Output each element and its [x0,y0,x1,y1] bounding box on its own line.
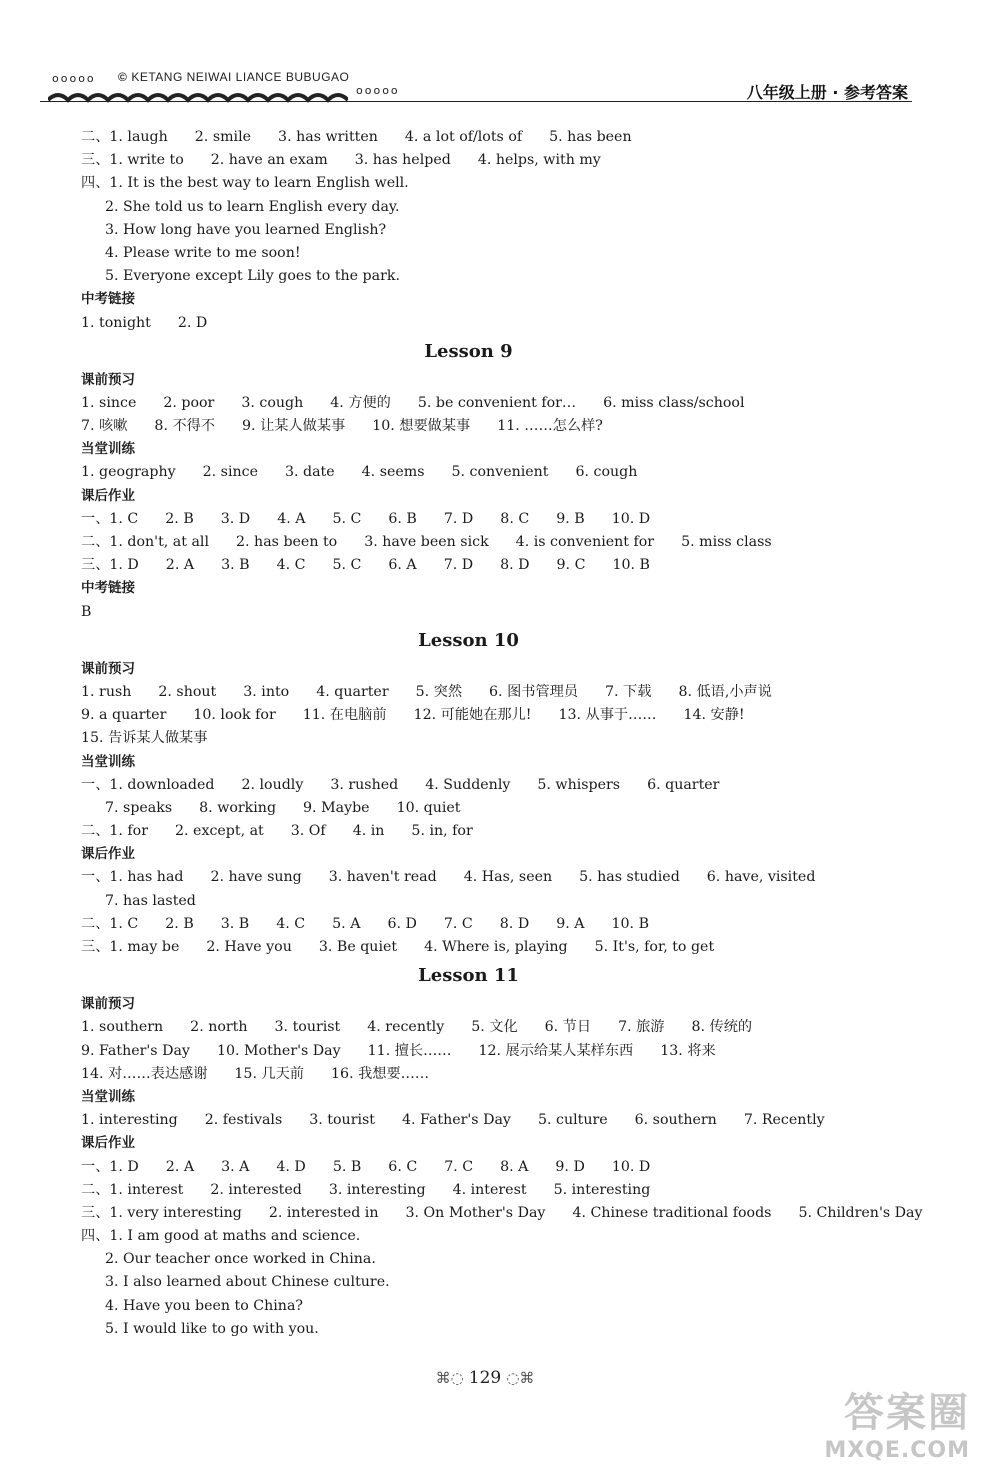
answer-item: 7. D [443,557,474,574]
section-heading [81,369,911,392]
answer-item: 2. A [165,557,195,574]
answer-item: 1. geography [81,464,176,481]
answer-item: 6. A [388,557,417,574]
answer-line [81,601,911,624]
footer-ornament-left-icon: ⌘◌ [435,1369,464,1387]
answer-item: 2. since [202,464,258,481]
section-heading [81,577,911,600]
answer-item: 8. C [500,510,530,527]
answer-item: 11. 擅长…… [367,1042,452,1059]
answer-item: 1. rush [81,683,132,700]
answer-item: 中考链接 [81,580,135,597]
answer-item: 4. C [276,915,306,932]
answer-item: 2. interested in [268,1204,379,1221]
answer-item: 课后作业 [81,1135,135,1152]
answer-item: 9. D [555,1158,585,1175]
answer-item: 9. A [556,915,585,932]
answer-item: 2. B [165,915,194,932]
answer-line [81,1318,911,1341]
answer-item: 3. Of [290,823,326,840]
lesson-heading [81,335,883,369]
answer-item: 3. interesting [328,1181,426,1198]
answer-line [81,1225,911,1248]
answer-item: 6. miss class/school [603,394,745,411]
answer-item: 2. have an exam [210,152,328,169]
answer-item: 3. On Mother's Day [405,1204,546,1221]
answer-item: Lesson 9 [424,340,513,362]
answer-item: 3. A [221,1158,250,1175]
answer-item: 课前预习 [81,371,135,388]
answer-item: 14. 安静! [683,707,745,724]
answer-item: 9. C [556,557,586,574]
answer-item: 三、1. may be [81,939,180,955]
answer-line [81,196,911,219]
answer-item: 2. She told us to learn English every day. [105,198,400,215]
answer-item: 7. has lasted [105,892,196,909]
answer-item: 2. B [165,510,194,527]
answer-item: 2. loudly [241,776,304,793]
brand-text: KETANG NEIWAI LIANCE BUBUGAO [131,70,350,84]
answer-item: 中考链接 [81,291,135,308]
answer-item: 6. B [388,510,417,527]
lesson-heading [81,624,883,658]
answer-item: 10. look for [193,707,276,724]
answer-item: 14. 对……表达感谢 [81,1065,208,1082]
page-header [0,0,1000,110]
answer-item: Lesson 10 [418,629,519,651]
answer-line [81,172,911,195]
answer-item: 15. 几天前 [234,1065,305,1082]
answer-line [81,774,911,797]
answer-line [81,1016,911,1039]
answer-item: B [81,603,92,620]
answer-item: 1. tonight [81,314,151,331]
answer-item: 10. B [611,915,649,932]
section-heading [81,485,911,508]
answer-item: 3. B [221,557,250,574]
answer-item: 10. 想要做某事 [372,418,471,435]
answer-item: 当堂训练 [81,753,135,770]
answer-item: 5. has been [549,129,632,145]
answer-item: 5. has studied [579,869,680,886]
answer-item: 2. poor [163,394,215,411]
answer-item: 6. D [387,915,417,932]
answer-item: 四、1. I am good at maths and science. [81,1228,361,1245]
answer-item: 4. seems [361,464,425,481]
answer-item: 课后作业 [81,487,135,504]
watermark-logo: 答案圈 [844,1390,970,1436]
answer-item: 3. rushed [330,776,399,793]
answer-line [81,890,911,913]
answer-item: 5. Children's Day [798,1204,923,1221]
answer-item: 7. C [444,1158,474,1175]
section-heading [81,1086,911,1109]
answer-item: 二、1. interest [81,1181,184,1198]
answer-item: 2. D [177,314,208,331]
answer-item: 4. helps, with my [477,152,601,169]
answer-item: 2. Our teacher once worked in China. [105,1251,376,1268]
answer-line [81,1248,911,1271]
page-number: 129 [468,1368,502,1388]
answer-item: 8. 不得不 [154,418,216,435]
answer-line [81,219,911,242]
answer-item: 3. I also learned about Chinese culture. [105,1274,390,1291]
answer-item: 一、1. downloaded [81,776,215,793]
answer-item: 5. I would like to go with you. [105,1320,319,1337]
answer-item: 8. A [500,1158,529,1175]
answer-line [81,1109,911,1132]
answer-item: 6. have, visited [706,869,816,886]
answer-item: 2. except, at [175,823,264,840]
lesson-heading [81,959,883,993]
answer-item: 4. Chinese traditional foods [572,1204,772,1221]
answer-line [81,704,911,727]
answer-item: 9. B [556,510,585,527]
answer-item: 2. have sung [210,869,302,886]
answer-item: 5. 文化 [471,1019,518,1036]
answer-item: 10. B [612,557,650,574]
answer-item: 8. working [199,799,277,816]
answer-item: 5. be convenient for… [417,394,577,411]
answer-line [81,554,911,577]
answer-item: 3. B [220,915,250,932]
answer-item: 8. 低语,小声说 [678,683,772,700]
answer-line [81,1063,911,1086]
answer-item: 4. Have you been to China? [105,1297,304,1314]
answer-item: 当堂训练 [81,1088,135,1105]
answer-item: 10. D [611,510,651,527]
answer-item: 6. 图书管理员 [489,683,579,700]
answer-item: 二、1. C [81,915,139,932]
answer-item: 一、1. C [81,510,139,527]
answer-item: 3. have been sick [364,534,489,550]
answer-item: 2. smile [194,129,252,145]
answer-item: 4. Please write to me soon! [105,244,301,261]
answer-item: 8. 传统的 [691,1019,753,1036]
answer-item: 3. date [284,464,335,481]
answer-item: 5. convenient [451,464,549,481]
answer-line [81,392,911,415]
answer-item: 5. in, for [411,823,473,840]
answer-item: 四、1. It is the best way to learn English well. [81,175,409,192]
answer-item: 二、1. laugh [81,129,168,145]
answer-item: 一、1. has had [81,869,184,886]
section-heading [81,751,911,774]
answer-item: 二、1. for [81,823,148,840]
answer-item: 2. Have you [206,939,292,955]
section-heading [81,993,911,1016]
answer-line [81,1271,911,1294]
section-heading [81,843,911,866]
answer-item: Lesson 11 [418,965,519,987]
answer-item: 6. C [388,1158,418,1175]
answer-item: 11. ……怎么样? [497,418,603,435]
answer-item: 课后作业 [81,846,135,863]
section-heading [81,288,911,311]
answer-item: 8. D [499,915,530,932]
answer-line [81,1202,923,1225]
answer-item: 9. Father's Day [81,1042,190,1059]
answer-item: 7. speaks [105,799,173,816]
answer-item: 4. Has, seen [463,869,553,886]
answer-item: 4. A [277,510,306,527]
answer-item: 4. Where is, playing [424,939,568,955]
header-brand [118,70,349,84]
footer-ornament-right-icon: ◌⌘ [506,1369,535,1387]
answer-line [81,312,911,335]
answer-item: 3. How long have you learned English? [105,221,387,238]
answer-content [81,126,923,1341]
answer-item: 5. It's, for, to get [594,939,715,955]
answer-item: 4. a lot of/lots of [404,129,523,145]
answer-item: 5. B [332,1158,362,1175]
answer-line [81,242,911,265]
answer-line [81,797,911,820]
answer-item: 4. interest [452,1181,527,1198]
answer-item: 12. 可能她在那儿! [413,707,532,724]
answer-item: 4. D [276,1158,306,1175]
answer-item: 6. quarter [647,776,720,793]
answer-item: 三、1. write to [81,152,184,169]
answer-item: 1. southern [81,1019,164,1036]
answer-item: 5. C [332,557,362,574]
watermark [824,1381,970,1463]
answer-item: 当堂训练 [81,441,135,458]
answer-item: 12. 展示给某人某样东西 [478,1042,634,1059]
answer-line [81,820,911,843]
answer-item: 1. since [81,394,137,411]
answer-item: 三、1. very interesting [81,1204,242,1221]
answer-item: 4. 方便的 [330,394,391,411]
brand-logo-icon: © [118,70,128,84]
answer-line [81,727,911,750]
header-dots-left: ooooo [52,72,96,85]
answer-item: 5. miss class [681,534,772,550]
answer-line [81,866,911,889]
answer-item: 7. 咳嗽 [81,418,128,435]
answer-item: 11. 在电脑前 [302,707,387,724]
answer-line [81,681,911,704]
answer-line [81,415,911,438]
answer-item: 课前预习 [81,996,135,1013]
answer-item: 2. north [190,1019,248,1036]
header-wave-ornament [48,88,348,108]
page-footer [420,1368,550,1388]
section-heading [81,658,911,681]
answer-item: 4. quarter [316,683,389,700]
answer-item: 3. cough [241,394,304,411]
answer-item: 1. interesting [81,1112,178,1129]
answer-item: 课前预习 [81,660,135,677]
answer-item: 4. recently [367,1019,445,1036]
answer-item: 7. D [443,510,474,527]
answer-item: 5. 突然 [415,683,463,700]
answer-item: 4. in [352,823,385,840]
answer-item: 6. 节日 [544,1019,592,1036]
answer-item: 4. is convenient for [515,534,655,550]
answer-item: 15. 告诉某人做某事 [81,730,208,747]
answer-item: 7. C [443,915,473,932]
answer-item: 16. 我想要…… [331,1065,430,1082]
answer-line [81,1040,911,1063]
answer-line [81,531,911,554]
answer-line [81,1295,911,1318]
answer-line [81,913,911,936]
header-rule [40,101,912,102]
answer-line [81,265,911,288]
header-dots-right: ooooo [356,84,400,97]
answer-item: 3. has helped [354,152,451,169]
answer-item: 3. haven't read [328,869,437,886]
answer-item: 9. a quarter [81,707,167,724]
answer-item: 4. C [276,557,306,574]
answer-item: 13. 从事于…… [558,707,657,724]
answer-item: 3. tourist [274,1019,341,1036]
answer-item: 5. C [332,510,362,527]
answer-line [81,126,911,149]
answer-line [81,149,911,172]
answer-line [81,1156,911,1179]
answer-item: 9. Maybe [303,799,370,816]
answer-item: 5. culture [537,1112,608,1129]
answer-item: 4. Suddenly [425,776,511,793]
section-heading [81,438,911,461]
answer-item: 10. Mother's Day [216,1042,341,1059]
answer-item: 10. quiet [396,799,461,816]
answer-item: 3. Be quiet [318,939,398,955]
answer-item: 9. 让某人做某事 [242,418,346,435]
answer-item: 二、1. don't, at all [81,534,210,550]
answer-item: 2. shout [158,683,217,700]
answer-item: 5. A [332,915,361,932]
answer-item: 8. D [500,557,530,574]
answer-line [81,936,911,959]
answer-item: 5. Everyone except Lily goes to the park. [105,268,400,285]
answer-item: 2. has been to [236,534,338,550]
answer-item: 一、1. D [81,1158,139,1175]
answer-line [81,508,911,531]
answer-item: 3. tourist [309,1112,375,1129]
answer-item: 2. interested [210,1181,302,1198]
answer-line [81,1179,911,1202]
answer-item: 三、1. D [81,557,139,574]
answer-item: 4. Father's Day [402,1112,511,1129]
answer-line [81,461,911,484]
answer-item: 3. has written [278,129,378,145]
answer-item: 6. southern [634,1112,717,1129]
answer-item: 3. into [243,683,290,700]
answer-item: 3. D [220,510,251,527]
answer-item: 7. 下载 [605,683,652,700]
answer-item: 7. Recently [743,1112,825,1129]
section-heading [81,1132,911,1155]
answer-item: 7. 旅游 [618,1019,665,1036]
answer-item: 10. D [611,1158,651,1175]
watermark-url: MXQE.COM [824,1438,970,1463]
answer-item: 5. whispers [537,776,621,793]
answer-item: 13. 将来 [660,1042,716,1059]
answer-item: 2. festivals [204,1112,283,1129]
answer-item: 6. cough [575,464,638,481]
answer-item: 5. interesting [553,1181,651,1198]
answer-item: 2. A [165,1158,195,1175]
header-title: 八年级上册 · 参考答案 [746,83,908,102]
